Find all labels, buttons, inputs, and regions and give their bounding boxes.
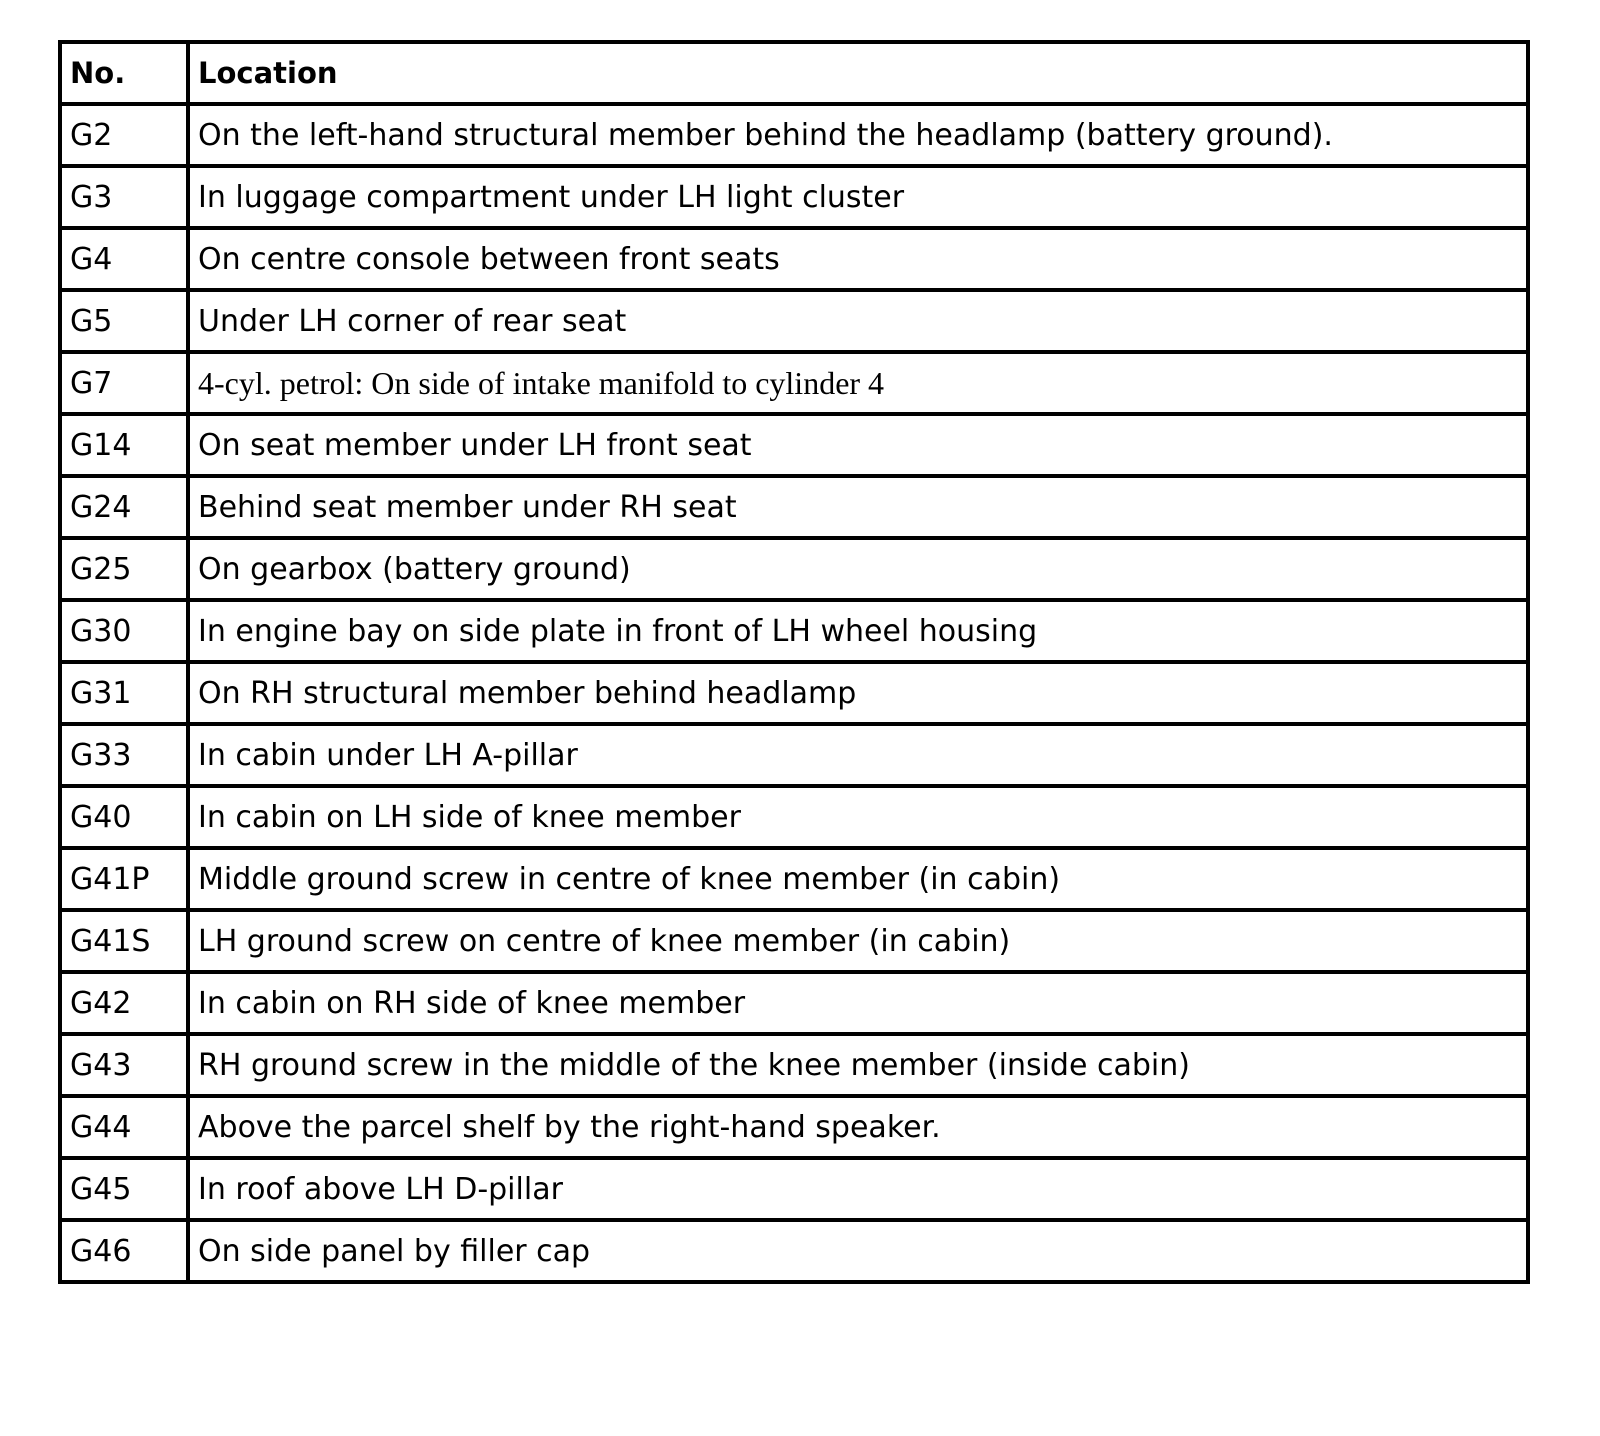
cell-no: G14 (60, 414, 188, 476)
cell-no: G44 (60, 1096, 188, 1158)
cell-location: RH ground screw in the middle of the knee member (inside cabin) (188, 1034, 1528, 1096)
cell-no: G45 (60, 1158, 188, 1220)
table-row (60, 228, 1528, 290)
cell-no: G25 (60, 538, 188, 600)
table-row (60, 414, 1528, 476)
cell-location: Under LH corner of rear seat (188, 290, 1528, 352)
table-row (60, 786, 1528, 848)
cell-location: On seat member under LH front seat (188, 414, 1528, 476)
cell-no: G46 (60, 1220, 188, 1282)
table-row (60, 600, 1528, 662)
table-row (60, 848, 1528, 910)
column-header-no: No. (60, 42, 188, 104)
cell-location: In roof above LH D-pillar (188, 1158, 1528, 1220)
cell-no: G7 (60, 352, 188, 414)
table-row (60, 538, 1528, 600)
cell-location: On gearbox (battery ground) (188, 538, 1528, 600)
cell-location: In engine bay on side plate in front of LH wheel housing (188, 600, 1528, 662)
cell-no: G4 (60, 228, 188, 290)
cell-location: On RH structural member behind headlamp (188, 662, 1528, 724)
cell-location: LH ground screw on centre of knee member (in cabin) (188, 910, 1528, 972)
cell-no: G40 (60, 786, 188, 848)
ground-locations-table (58, 40, 1530, 1284)
cell-no: G2 (60, 104, 188, 166)
table-row (60, 166, 1528, 228)
table-row (60, 724, 1528, 786)
cell-location: On centre console between front seats (188, 228, 1528, 290)
cell-no: G41P (60, 848, 188, 910)
cell-location: 4-cyl. petrol: On side of intake manifold to cylinder 4 (188, 352, 1528, 414)
cell-no: G31 (60, 662, 188, 724)
cell-no: G41S (60, 910, 188, 972)
table-row (60, 476, 1528, 538)
cell-location: Middle ground screw in centre of knee member (in cabin) (188, 848, 1528, 910)
table-row (60, 910, 1528, 972)
cell-location: Behind seat member under RH seat (188, 476, 1528, 538)
table-row (60, 1096, 1528, 1158)
ground-locations-table-container (58, 40, 1526, 1284)
cell-no: G3 (60, 166, 188, 228)
cell-location: Above the parcel shelf by the right-hand speaker. (188, 1096, 1528, 1158)
cell-no: G30 (60, 600, 188, 662)
cell-location: On side panel by filler cap (188, 1220, 1528, 1282)
table-row (60, 1220, 1528, 1282)
cell-no: G5 (60, 290, 188, 352)
column-header-location: Location (188, 42, 1528, 104)
cell-no: G24 (60, 476, 188, 538)
table-row (60, 290, 1528, 352)
table-row (60, 1034, 1528, 1096)
cell-location: On the left-hand structural member behind the headlamp (battery ground). (188, 104, 1528, 166)
table-row (60, 104, 1528, 166)
cell-no: G42 (60, 972, 188, 1034)
cell-location: In luggage compartment under LH light cluster (188, 166, 1528, 228)
table-header-row (60, 42, 1528, 104)
cell-no: G33 (60, 724, 188, 786)
table-row (60, 662, 1528, 724)
cell-location: In cabin on LH side of knee member (188, 786, 1528, 848)
cell-no: G43 (60, 1034, 188, 1096)
table-row (60, 972, 1528, 1034)
cell-location: In cabin on RH side of knee member (188, 972, 1528, 1034)
table-row (60, 1158, 1528, 1220)
cell-location: In cabin under LH A-pillar (188, 724, 1528, 786)
table-row (60, 352, 1528, 414)
